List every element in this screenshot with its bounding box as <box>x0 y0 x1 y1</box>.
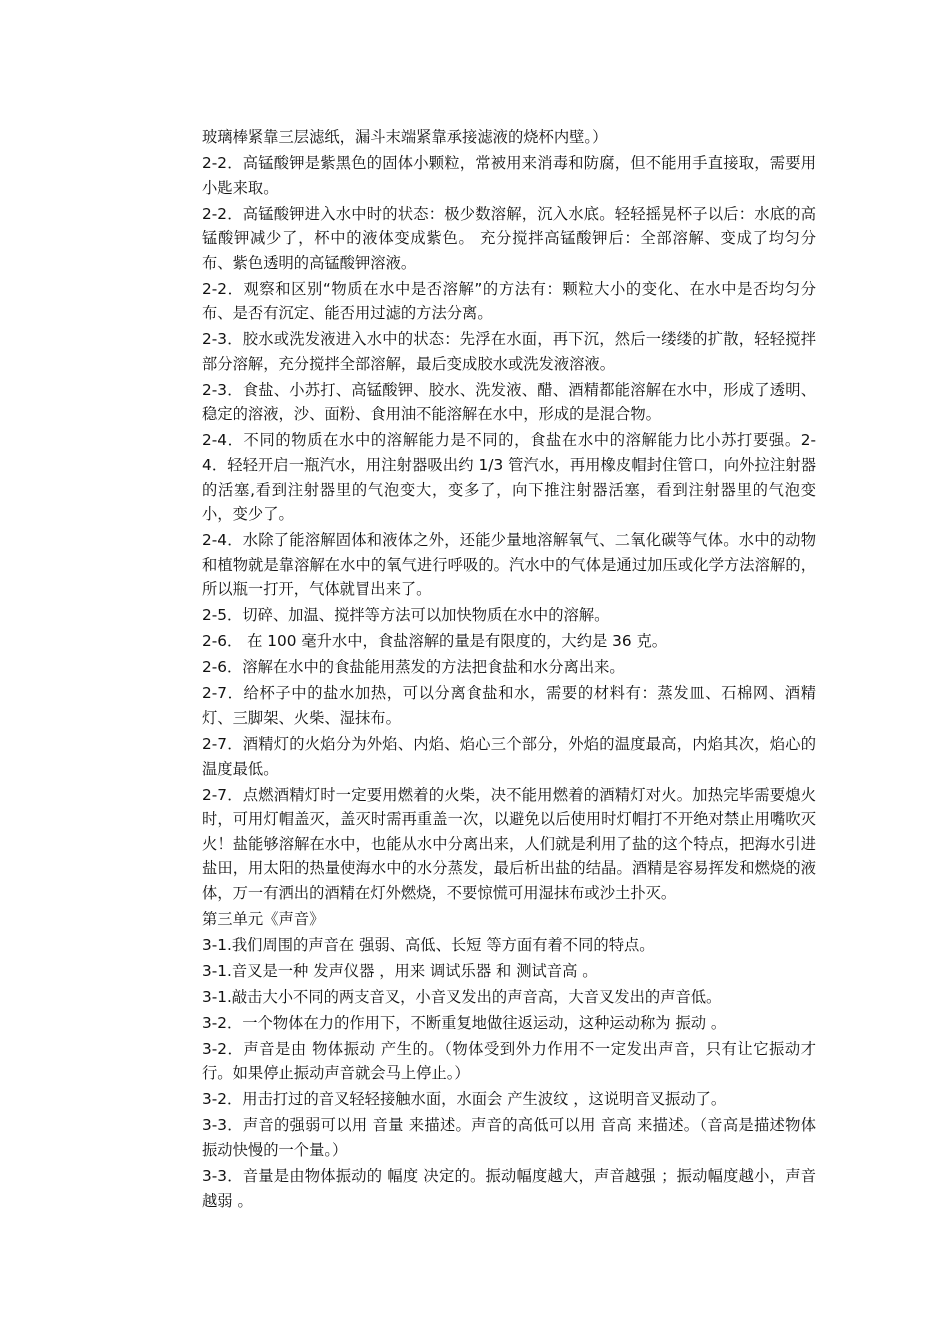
paragraph: 2-2．高锰酸钾是紫黑色的固体小颗粒，常被用来消毒和防腐，但不能用手直接取，需要用小匙来取。 <box>202 153 816 197</box>
document-page <box>202 125 816 1215</box>
paragraph: 2-2．观察和区别“物质在水中是否溶解”的方法有：颗粒大小的变化、在水中是否均匀分布、是否有沉定、能否用过滤的方法分离。 <box>202 279 816 323</box>
paragraph: 2-7．酒精灯的火焰分为外焰、内焰、焰心三个部分，外焰的温度最高，内焰其次，焰心的温度最低。 <box>202 734 816 778</box>
paragraph: 3-1.音叉是一种 发声仪器 ，用来 调试乐器 和 测试音高 。 <box>202 961 598 980</box>
paragraph: 3-2．用击打过的音叉轻轻接触水面，水面会 产生波纹 ，这说明音叉振动了。 <box>202 1090 727 1109</box>
paragraph: 2-7．点燃酒精灯时一定要用燃着的火柴，决不能用燃着的酒精灯对火。加热完毕需要熄火时，可用灯帽盖灭，盖灭时需再重盖一次，以避免以后使用时灯帽打不开绝对禁止用嘴吹灭火！盐能够溶解在水中，也能从水中分离出来，人们就是利用了盐的这个特点，把海水引进盐田，用太阳的热量使海水中的水分蒸发，最后析出盐的结晶。酒精是容易挥发和燃烧的液体，万一有洒出的酒精在灯外燃烧，不要惊慌可用湿抹布或沙土扑灭。 <box>202 785 816 902</box>
paragraph: 2-6．溶解在水中的食盐能用蒸发的方法把食盐和水分离出来。 <box>202 658 625 677</box>
paragraph: 2-7．给杯子中的盐水加热，可以分离食盐和水，需要的材料有：蒸发皿、石棉网、酒精灯、三脚架、火柴、湿抹布。 <box>202 684 816 727</box>
paragraph: 3-1.我们周围的声音在 强弱、高低、长短 等方面有着不同的特点。 <box>202 935 655 954</box>
section-heading: 第三单元《声音》 <box>202 909 325 928</box>
paragraph: 2-2．高锰酸钾进入水中时的状态：极少数溶解，沉入水底。轻轻摇晃杯子以后：水底的高锰酸钾减少了，杯中的液体变成紫色。 充分搅拌高锰酸钾后：全部溶解、变成了均匀分布、紫色透明的高锰酸钾溶液。 <box>202 204 816 272</box>
paragraph: 玻璃棒紧靠三层滤纸，漏斗末端紧靠承接滤液的烧杯内壁。） <box>202 128 608 146</box>
paragraph: 2-3．胶水或洗发液进入水中的状态：先浮在水面，再下沉，然后一缕缕的扩散，轻轻搅拌部分溶解，充分搅拌全部溶解，最后变成胶水或洗发液溶液。 <box>202 330 816 373</box>
paragraph: 3-2．一个物体在力的作用下，不断重复地做往返运动，这种运动称为 振动 。 <box>202 1013 727 1032</box>
paragraph: 2-4．不同的物质在水中的溶解能力是不同的，食盐在水中的溶解能力比小苏打要强。2-4．轻轻开启一瓶汽水，用注射器吸出约 1/3 管汽水，再用橡皮帽封住管口，向外拉注射器的活塞,看到注射器里的气泡变大，变多了，向下推注射器活塞，看到注射器里的气泡变小，变少了。 <box>202 431 816 524</box>
paragraph: 3-3．声音的强弱可以用 音量 来描述。声音的高低可以用 音高 来描述。（音高是描述物体振动快慢的一个量。） <box>202 1116 816 1159</box>
paragraph: 2-4．水除了能溶解固体和液体之外，还能少量地溶解氧气、二氧化碳等气体。水中的动物和植物就是靠溶解在水中的氧气进行呼吸的。汽水中的气体是通过加压或化学方法溶解的，所以瓶一打开，气体就冒出来了。 <box>202 531 816 599</box>
paragraph: 2-3．食盐、小苏打、高锰酸钾、胶水、洗发液、醋、酒精都能溶解在水中，形成了透明、稳定的溶液，沙、面粉、食用油不能溶解在水中，形成的是混合物。 <box>202 380 816 424</box>
paragraph: 3-3．音量是由物体振动的 幅度 决定的。振动幅度越大，声音越强 ；振动幅度越小，声音越弱 。 <box>202 1166 816 1210</box>
paragraph: 3-1.敲击大小不同的两支音叉，小音叉发出的声音高，大音叉发出的声音低。 <box>202 987 722 1006</box>
paragraph: 3-2．声音是由 物体振动 产生的。（物体受到外力作用不一定发出声音，只有让它振动才行。如果停止振动声音就会马上停止。） <box>202 1039 816 1083</box>
paragraph: 2-6． 在 100 毫升水中，食盐溶解的量是有限度的，大约是 36 克。 <box>202 632 668 651</box>
paragraph: 2-5．切碎、加温、搅拌等方法可以加快物质在水中的溶解。 <box>202 606 610 625</box>
